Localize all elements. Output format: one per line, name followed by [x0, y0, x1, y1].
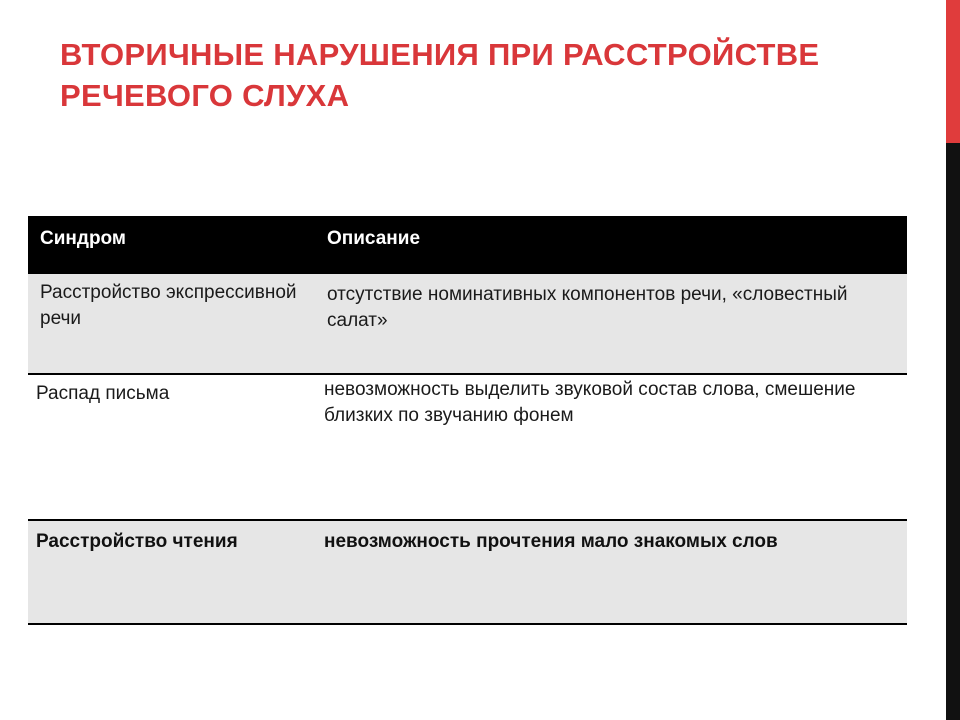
header-syndrome: Синдром — [40, 228, 126, 249]
table-row — [28, 274, 907, 375]
syndrome-cell: Расстройство чтения — [36, 531, 238, 552]
table-row — [28, 521, 907, 625]
syndrome-cell: Расстройство экспрессивной речи — [40, 282, 297, 329]
description-cell: невозможность выделить звуковой состав слова, смешение близких по звучанию фонем — [324, 379, 856, 426]
description-cell: невозможность прочтения мало знакомых слов — [324, 531, 778, 552]
description-cell: отсутствие номинативных компонентов речи, «словестный салат» — [327, 284, 848, 331]
table-header-row — [28, 216, 907, 274]
table-row — [28, 375, 907, 521]
syndrome-cell: Распад письма — [36, 383, 170, 404]
side-decoration-bar — [946, 0, 960, 720]
slide-title: ВТОРИЧНЫЕ НАРУШЕНИЯ ПРИ РАССТРОЙСТВЕ РЕЧЕВОГО СЛУХА — [60, 37, 820, 113]
side-accent-stripe — [946, 0, 960, 143]
header-description: Описание — [327, 228, 421, 249]
syndrome-table — [28, 216, 907, 625]
